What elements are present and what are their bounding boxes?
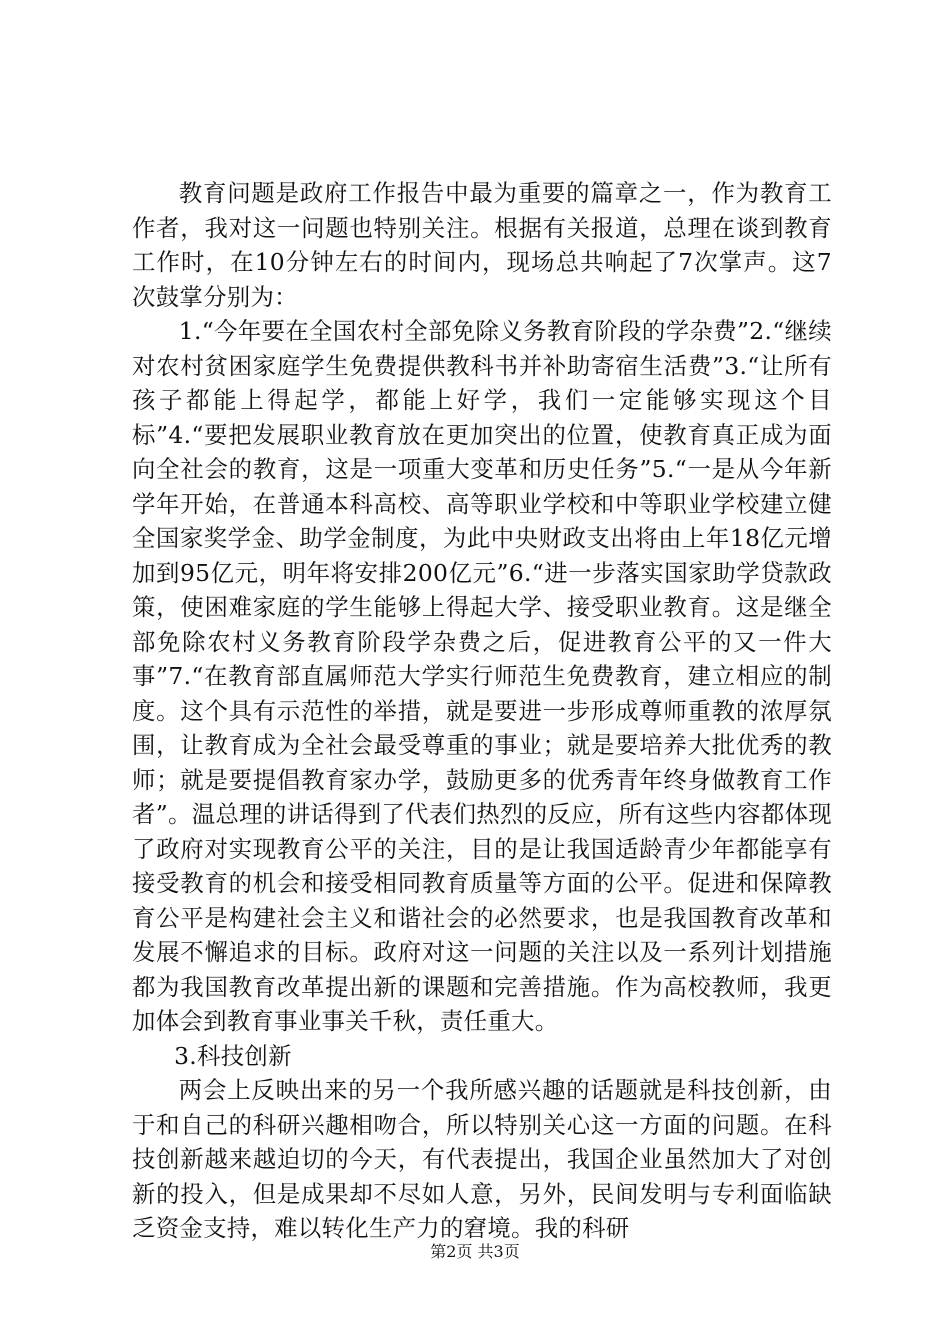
page-number-footer: 第2页 共3页 [430, 1242, 520, 1261]
paragraph-tech-innovation: 两会上反映出来的另一个我所感兴趣的话题就是科技创新，由于和自己的科研兴趣相吻合，所以特别关心这一方面的问题。在科技创新越来越迫切的今天，有代表提出，我国企业虽然加大了对创新的投入，但是成果却不尽如人意，另外，民间发明与专利面临缺乏资金支持，难以转化生产力的窘境。我的科研 [132, 1076, 832, 1242]
section-heading-tech-innovation: 3.科技创新 [174, 1041, 292, 1070]
paragraph-education-intro: 教育问题是政府工作报告中最为重要的篇章之一，作为教育工作者，我对这一问题也特别关注。根据有关报道，总理在谈到教育工作时，在10分钟左右的时间内，现场总共响起了7次掌声。这7次鼓掌分别为： [132, 179, 832, 311]
document-body [132, 176, 832, 1246]
paragraph-applause-list: 1.“今年要在全国农村全部免除义务教育阶段的学杂费”2.“继续对农村贫困家庭学生免费提供教科书并补助寄宿生活费”3.“让所有孩子都能上得起学，都能上好学，我们一定能够实现这个目标”4.“要把发展职业教育放在更加突出的位置，使教育真正成为面向全社会的教育，这是一项重大变革和历史任务”5.“一是从今年新学年开始，在普通本科高校、高等职业学校和中等职业学校建立健全国家奖学金、助学金制度，为此中央财政支出将由上年18亿元增加到95亿元，明年将安排200亿元”6.“进一步落实国家助学贷款政策，使困难家庭的学生能够上得起大学、接受职业教育。这是继全部免除农村义务教育阶段学杂费之后，促进教育公平的又一件大事”7.“在教育部直属师范大学实行师范生免费教育，建立相应的制度。这个具有示范性的举措，就是要进一步形成尊师重教的浓厚氛围，让教育成为全社会最受尊重的事业；就是要培养大批优秀的教师；就是要提倡教育家办学，鼓励更多的优秀青年终身做教育工作者”。温总理的讲话得到了代表们热烈的反应，所有这些内容都体现了政府对实现教育公平的关注，目的是让我国适龄青少年都能享有接受教育的机会和接受相同教育质量等方面的公平。促进和保障教育公平是构建社会主义和谐社会的必然要求，也是我国教育改革和发展不懈追求的目标。政府对这一问题的关注以及一系列计划措施都为我国教育改革提出新的课题和完善措施。作为高校教师，我更加体会到教育事业事关千秋，责任重大。 [132, 317, 832, 1035]
